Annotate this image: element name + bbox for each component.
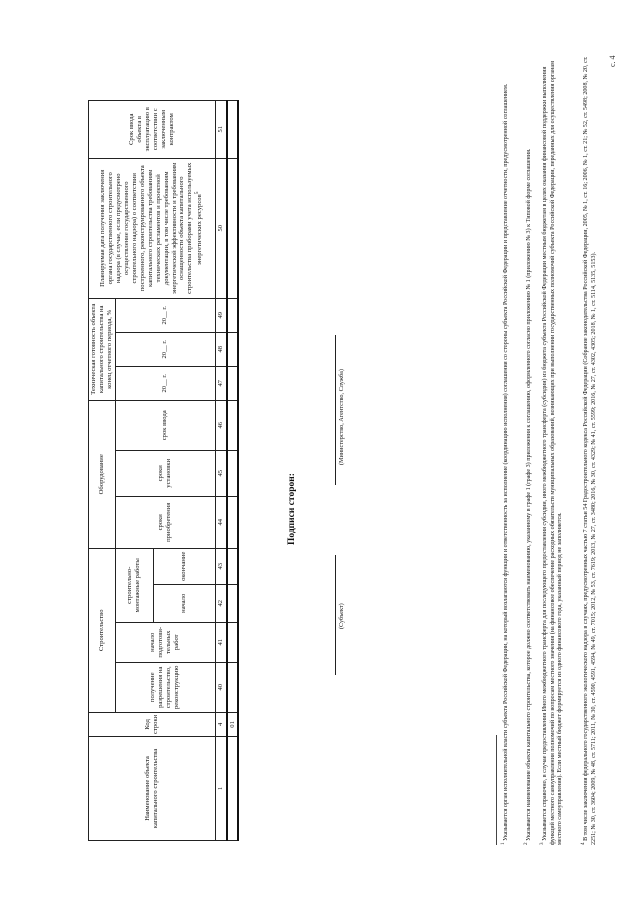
- code-cell: 01: [227, 712, 239, 736]
- signature-line-left: [335, 555, 336, 675]
- num-cell: 46: [215, 400, 226, 450]
- data-cell: [227, 158, 239, 298]
- data-cell: [227, 496, 239, 548]
- num-cell: 41: [215, 622, 226, 662]
- header-smr-end: окончание: [153, 548, 215, 584]
- num-cell: 43: [215, 548, 226, 584]
- signature-line-right: [335, 335, 336, 485]
- page-number: с. 4: [608, 55, 617, 67]
- header-year-3: 20__ г.: [115, 298, 215, 332]
- header-construction: Строительство: [89, 548, 116, 712]
- header-year-2: 20__ г.: [115, 332, 215, 366]
- header-smr-start: начало: [153, 584, 215, 622]
- num-cell: 44: [215, 496, 226, 548]
- data-cell: [227, 298, 239, 332]
- num-cell: 49: [215, 298, 226, 332]
- num-cell: 42: [215, 584, 226, 622]
- footnote-separator: [496, 735, 497, 845]
- header-smr: строительно-монтажные работы: [115, 548, 153, 622]
- num-cell: 50: [215, 158, 226, 298]
- header-code: Код строки: [89, 712, 216, 736]
- header-obtaining-permit: получение разрешения на строительство, реконструкцию: [115, 662, 215, 712]
- data-cell: [227, 622, 239, 662]
- footnote-1: $^1$ Указывается орган исполнительной власти субъекта Российской Федерации, на который возлагаются функции и ответственность за исполнение (координацию исполнения) соглашения со стороны субъекта Российской Федерации и представление отчетности, предусмотренной соглашением.: [500, 83, 510, 845]
- data-cell: [227, 100, 239, 158]
- header-object-name: Наименование объекта капитального строительства: [89, 737, 216, 841]
- header-planned-date: Планируемая дата получения заключения органа государственного строительного надзора (в случае, если предусмотрено осуществление государственного строительного надзора) о соответствии построенного, реконструированного объекта капитального строительства требованиям технических регламентов и проектной документации, в том числе требованиям энергетической эффективности и требованиям оснащенности объекта капитального строительства приборами учета используемых энергетических ресурсов$^5$: [89, 158, 216, 298]
- num-cell: 1: [215, 737, 226, 841]
- header-eq-commission: срок ввода: [115, 400, 215, 450]
- data-cell: [227, 450, 239, 496]
- header-start-prep: начало подготови-тельных работ: [115, 622, 215, 662]
- header-eq-install: сроки установки: [115, 450, 215, 496]
- num-cell: 51: [215, 100, 226, 158]
- data-cell: [227, 737, 239, 841]
- signature-caption-left: (Субъект): [338, 603, 345, 629]
- footnote-3: $^3$ Указывается справочно, в случае предоставления Иного межбюджетного трансферта для последующего предоставления субсидии, иного межбюджетного трансферта (субсидии) из бюджета субъекта Российской Федерации местным бюджетам в целях оказания финансовой поддержки выполнения функций местного самоуправления полномочий по вопросам местного значения (на финансовое обеспечение расходных обязательств муниципальных образований, возникающих при выполнении государственных полномочий субъекта Российской Федерации, переданных для осуществления органам местного самоуправления). Если местный бюджет формируется из одного финансового года, указанный период не заполняется.: [539, 61, 564, 845]
- num-cell: 48: [215, 332, 226, 366]
- data-cell: [227, 548, 239, 584]
- header-equipment: Оборудование: [89, 400, 116, 548]
- footnote-4: $^4$ В том числе заключения федерального государственного экологического надзора в случаях, предусмотренных частью 7 статьи 54 Градостроительного кодекса Российской Федерации (Собрание законодательства Российской Федерации, 2005, № 1, ст. 16; 2006, № 1, ст. 21; № 52, ст. 5498; 2008, № 20, ст. 2251; № 30, ст. 3604; 2009, № 48, ст. 5711; 2011, № 30, ст. 4590, 4591, 4594, № 49, ст. 7015; 2012, № 53, ст. 7619; 2013, № 27, ст. 3480; 2016, № 30, ст. 4329; № 41, ст. 5599; 2016, № 27, ст. 4302, 4305; 2018, № 1, ст. 5114, 5135, 5153).: [580, 56, 597, 845]
- data-cell: [227, 332, 239, 366]
- data-cell: [227, 400, 239, 450]
- header-eq-purchase: сроки приобретения: [115, 496, 215, 548]
- num-cell: 4: [215, 712, 226, 736]
- data-cell: [227, 366, 239, 400]
- num-cell: 47: [215, 366, 226, 400]
- num-cell: 40: [215, 662, 226, 712]
- data-cell: [227, 584, 239, 622]
- header-year-1: 20__ г.: [115, 366, 215, 400]
- signature-caption-right: (Министерство, Агентство, Служба): [338, 369, 345, 465]
- header-readiness: Техническая готовность объекта капитального строительства на конец отчетного периода, %: [89, 298, 116, 400]
- signatures-title: Подписи сторон:: [287, 473, 297, 545]
- num-cell: 45: [215, 450, 226, 496]
- footnote-2: $^2$ Указывается наименование объекта капитального строительства, которое должно соответствовать наименованию, указанному в графе 1 (графе 3) приложения к соглашению, оформленного согласно приложению № 1 (приложению № 3) к Типовой форме соглашения.: [523, 148, 533, 845]
- construction-table: [88, 100, 239, 841]
- data-cell: [227, 662, 239, 712]
- header-commission-term: Срок ввода объекта в эксплуатацию в соответствии с заключенным контрактом: [89, 100, 216, 158]
